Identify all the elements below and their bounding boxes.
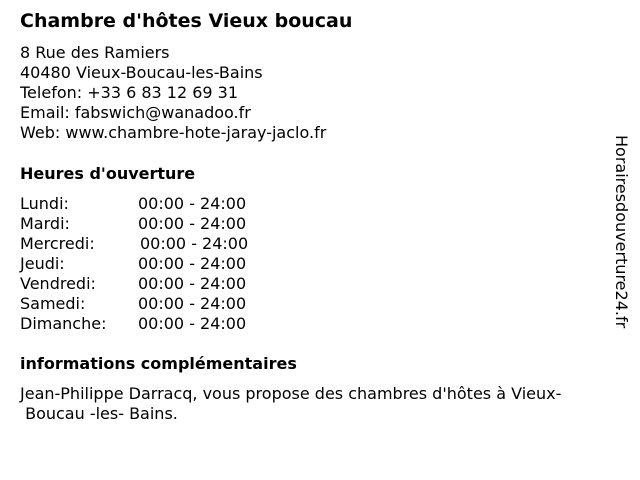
- time-range: 00:00 - 24:00: [138, 294, 247, 313]
- hours-heading: Heures d'ouverture: [20, 164, 196, 183]
- day-label: Vendredi:: [20, 274, 96, 293]
- day-label: Mercredi:: [20, 234, 95, 253]
- description-line-2: Boucau -les- Bains.: [20, 404, 178, 423]
- web-line: Web: www.chambre-hote-jaray-jaclo.fr: [20, 123, 327, 142]
- info-heading: informations complémentaires: [20, 354, 297, 373]
- time-range: 00:00 - 24:00: [140, 234, 249, 253]
- day-label: Lundi:: [20, 194, 69, 213]
- time-range: 00:00 - 24:00: [138, 194, 247, 213]
- address-city: 40480 Vieux-Boucau-les-Bains: [20, 63, 263, 82]
- page-title: Chambre d'hôtes Vieux boucau: [20, 10, 353, 32]
- time-range: 00:00 - 24:00: [138, 274, 247, 293]
- day-label: Jeudi:: [20, 254, 65, 273]
- day-label: Mardi:: [20, 214, 70, 233]
- description-text: [20, 384, 620, 424]
- description-line-1: Jean-Philippe Darracq, vous propose des chambres d'hôtes à Vieux-: [20, 384, 562, 403]
- address-block: [20, 43, 326, 143]
- address-street: 8 Rue des Ramiers: [20, 43, 170, 62]
- phone-line: Telefon: +33 6 83 12 69 31: [20, 83, 239, 102]
- day-label: Samedi:: [20, 294, 86, 313]
- time-range: 00:00 - 24:00: [138, 254, 247, 273]
- site-watermark: Horairesdouverture24.fr: [612, 135, 631, 329]
- time-range: 00:00 - 24:00: [138, 214, 247, 233]
- email-line: Email: fabswich@wanadoo.fr: [20, 103, 251, 122]
- time-range: 00:00 - 24:00: [138, 314, 247, 333]
- day-label: Dimanche:: [20, 314, 107, 333]
